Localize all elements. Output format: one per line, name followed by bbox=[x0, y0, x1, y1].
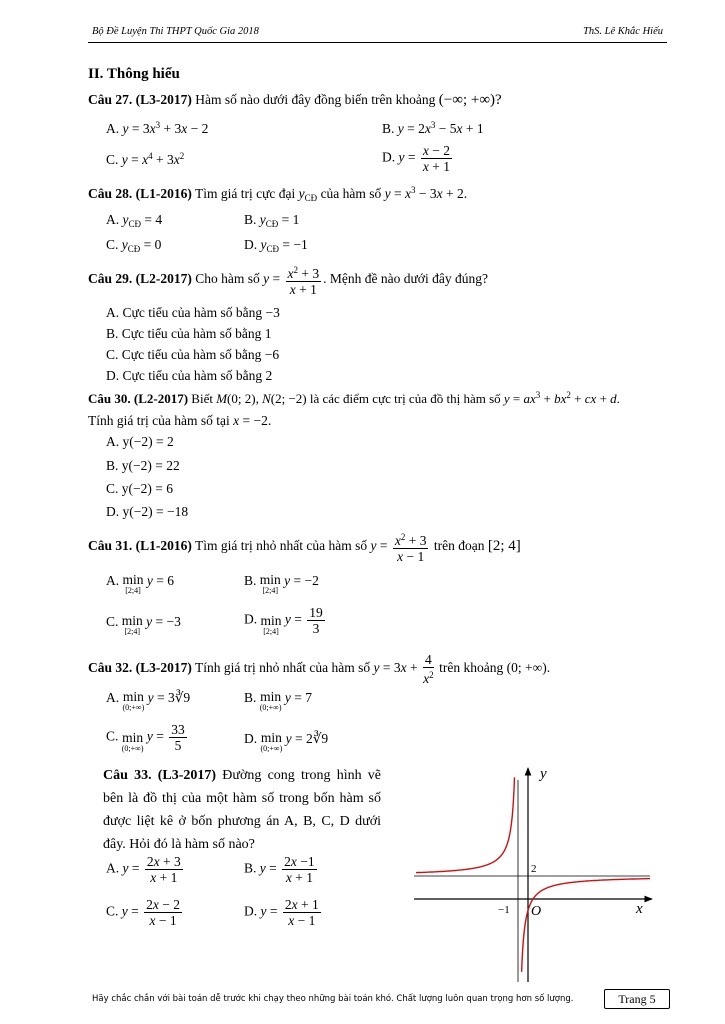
page-header bbox=[88, 24, 667, 43]
question-29: Câu 29. (L2-2017) Cho hàm số y = $\frac{x^2 + 3}{x + 1}$ . Mệnh đề nào dưới đây đúng? bbox=[88, 265, 488, 297]
q30-line2: Tính giá trị của hàm số tại x = −2. bbox=[88, 413, 272, 428]
question-31: Câu 31. (L1-2016) Tìm giá trị nhỏ nhất của hàm số y = $\frac{x^2 + 3}{x - 1}$ trên đoạn [2; 4] bbox=[88, 532, 521, 564]
q32-option-b: B. min (0;+∞) y = 7 bbox=[244, 689, 313, 712]
q27-option-d: D. y = $\frac{x - 2}{x + 1}$ bbox=[382, 143, 450, 174]
curve-left-branch bbox=[416, 777, 515, 872]
origin-label: O bbox=[531, 904, 542, 919]
page-number: Trang 5 bbox=[604, 989, 670, 1009]
tick-label-2: 2 bbox=[531, 863, 537, 875]
question-30: Câu 30. (L2-2017) Biết M(0; 2), N(2; −2) là các điểm cực trị của đồ thị hàm số $y = ax^3 + bx^2$ + cx + d. bbox=[88, 390, 620, 406]
q31-option-d: D. min [2;4] y = $\frac{19}{3}$ bbox=[244, 605, 323, 636]
question-27: Câu 27. (L3-2017) Hàm số nào dưới đây đồng biến trên khoảng (−∞; +∞)? bbox=[88, 92, 502, 108]
question-28: Câu 28. (L1-2016) Tìm giá trị cực đại $y_{CĐ}$ của hàm số $y = x^3 - 3x + 2$. bbox=[88, 185, 468, 203]
q29-option-a: A. Cực tiểu của hàm số bằng −3 bbox=[106, 305, 280, 320]
header-right: ThS. Lê Khắc Hiếu bbox=[583, 26, 663, 37]
curve-right-branch bbox=[522, 879, 650, 972]
q27-option-b: B. $y = 2x^3 - 5x + 1$ bbox=[382, 120, 484, 136]
function-graph bbox=[410, 760, 660, 985]
q29-option-b: B. Cực tiểu của hàm số bằng 1 bbox=[106, 326, 272, 341]
q32-option-c: C. min (0;+∞) y = $\frac{33}{5}$ bbox=[106, 722, 185, 753]
section-title: II. Thông hiểu bbox=[88, 66, 180, 82]
q33-option-b: B. y = $\frac{2x -1}{x + 1}$ bbox=[244, 854, 315, 885]
q27-option-c: C. $y = x^4 + 3x^2$ bbox=[106, 151, 185, 167]
q32-option-a: A. min (0;+∞) y = 3∛9 bbox=[106, 689, 191, 712]
q32-option-d: D. min (0;+∞) y = 2∛9 bbox=[244, 730, 329, 753]
q28-option-c: C. $y_{CĐ} = 0$ bbox=[106, 237, 162, 254]
q31-option-c: C. min [2;4] y = −3 bbox=[106, 613, 181, 636]
q30-option-b: B. y(−2) = 22 bbox=[106, 458, 180, 473]
header-left: Bộ Đề Luyện Thi THPT Quốc Gia 2018 bbox=[92, 26, 259, 37]
footer-note: Hãy chắc chắn với bài toán dễ trước khi chạy theo những bài toán khó. Chất lượng luôn quan trọng hơn số lượng. bbox=[92, 994, 574, 1004]
q28-option-a: A. $y_{CĐ} = 4$ bbox=[106, 212, 163, 229]
y-axis-label: y bbox=[540, 766, 547, 782]
q30-option-a: A. y(−2) = 2 bbox=[106, 434, 174, 449]
q31-option-a: A. min [2;4] y = 6 bbox=[106, 572, 175, 595]
x-axis-label: x bbox=[636, 901, 643, 917]
q30-option-d: D. y(−2) = −18 bbox=[106, 504, 189, 519]
q33-option-c: C. y = $\frac{2x - 2}{x - 1}$ bbox=[106, 897, 181, 928]
tick-label-minus-1: −1 bbox=[498, 904, 510, 916]
q33-option-a: A. y = $\frac{2x + 3}{x + 1}$ bbox=[106, 854, 181, 885]
question-32: Câu 32. (L3-2017) Tính giá trị nhỏ nhất của hàm số y = 3x + $\frac{4}{x^2}$ trên khoảng (0; +∞). bbox=[88, 652, 551, 686]
q31-option-b: B. min [2;4] y = −2 bbox=[244, 572, 319, 595]
q29-option-d: D. Cực tiểu của hàm số bằng 2 bbox=[106, 368, 273, 383]
q28-option-d: D. $y_{CĐ} = -1$ bbox=[244, 237, 308, 254]
q33-option-d: D. y = $\frac{2x + 1}{x - 1}$ bbox=[244, 897, 319, 928]
q29-option-c: C. Cực tiểu của hàm số bằng −6 bbox=[106, 347, 280, 362]
q28-option-b: B. $y_{CĐ} = 1$ bbox=[244, 212, 300, 229]
q27-option-a: A. $y = 3x^3 + 3x - 2$ bbox=[106, 120, 209, 136]
q30-option-c: C. y(−2) = 6 bbox=[106, 481, 173, 496]
question-33: Câu 33. (L3-2017) Đường cong trong hình vẽ bên là đồ thị của một hàm số trong bốn hàm số được liệt kê ở bốn phương án A, B, C, D dưới đây. Hỏi đó là hàm số nào? bbox=[103, 768, 381, 852]
